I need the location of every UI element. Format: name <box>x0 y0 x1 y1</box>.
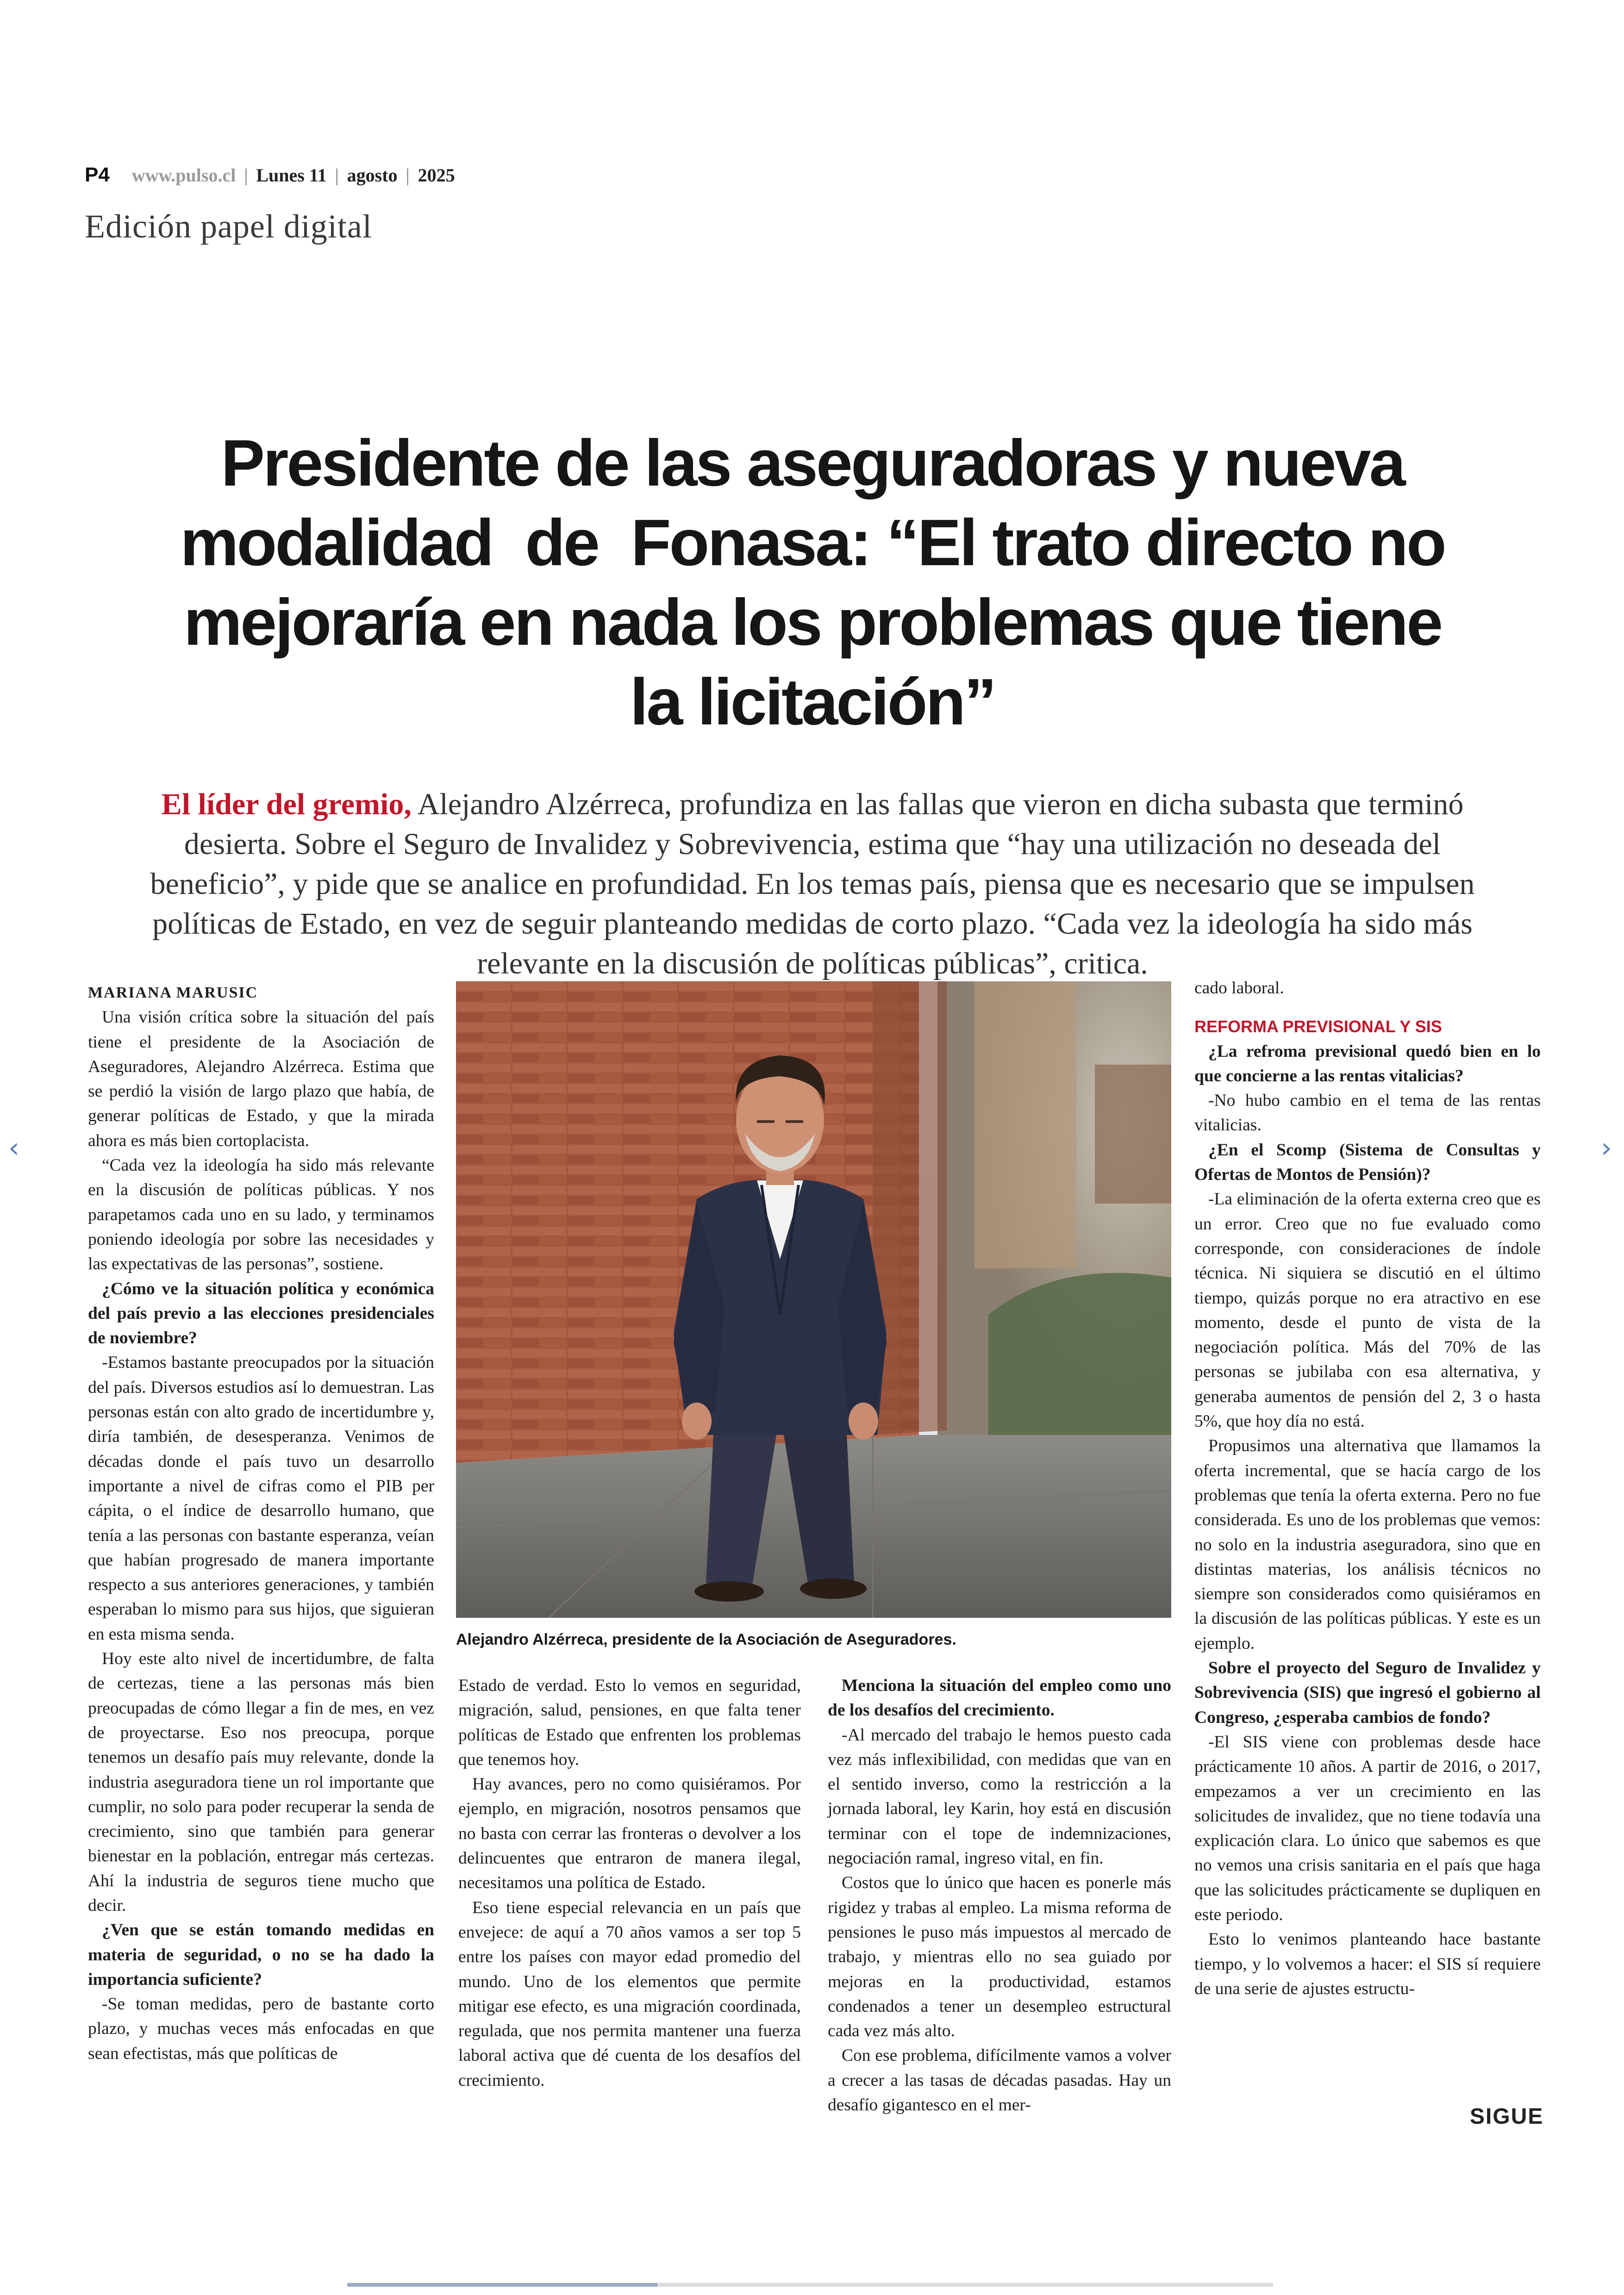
separator: | <box>406 164 410 186</box>
paragraph: “Cada vez la ideología ha sido más relevante en la discusión de políticas públicas. Y nos parapetamos cada uno en su lado, y terminamos poniendo ideología por sobre las necesidades y las expectativas de las personas”, sostiene. <box>88 1156 434 1274</box>
photo-caption: Alejandro Alzérreca, presidente de la Asociación de Aseguradores. <box>456 1631 956 1648</box>
interview-question: ¿Cómo ve la situación política y económica del país previo a las elecciones presidenciales de noviembre? <box>88 1279 434 1348</box>
column-2 <box>458 1673 801 2093</box>
paragraph: -Estamos bastante preocupados por la situación del país. Diversos estudios así lo demuestran. Las personas están con alto grado de incertidumbre y, diría también, de desesperanza. Venimos de décadas donde el país tuvo un desarrollo importante a nivel de cifras como el PIB per cápita, o el índice de desarrollo humano, que tenía a las personas con bastante esperanza, veían que habían progresado de manera importante respecto a sus anteriores generaciones, y también esperaban lo mismo para sus hijos, que siguieran en esta misma senda. <box>88 1353 434 1644</box>
prev-page-icon[interactable]: ‹ <box>8 1132 19 1164</box>
paragraph: -Se toman medidas, pero de bastante corto plazo, y muchas veces más enfocadas en que sean efectistas, más que políticas de <box>88 1995 434 2063</box>
column-4 <box>1194 976 1541 2001</box>
page-number: P4 <box>85 163 110 186</box>
next-page-icon[interactable]: › <box>1601 1132 1612 1164</box>
paragraph: -Al mercado del trabajo le hemos puesto cada vez más inflexibilidad, con medidas que van en el sentido inverso, como la restricción a la jornada laboral, ley Karin, hoy está en discusión terminar con el tope de indemnizaciones, negociación ramal, ingreso vital, en fin. <box>828 1725 1171 1868</box>
lead-text: Alejandro Alzérreca, profundiza en las fallas que vieron en dicha subasta que terminó desierta. Sobre el Seguro de Invalidez y Sobrevivencia, estima que “hay una utilización no deseada del beneficio”, y pide que se analice en profundidad. En los temas país, piensa que es necesario que se impulsen políticas de Estado, en vez de seguir planteando medidas de corto plazo. “Cada vez la ideología ha sido más relevante en la discusión de políticas públicas”, critica. <box>150 787 1475 980</box>
interview-question: Menciona la situación del empleo como uno de los desafíos del crecimiento. <box>828 1676 1171 1720</box>
page-header <box>85 161 455 189</box>
article-photo <box>456 981 1171 1618</box>
article-lead <box>116 785 1509 984</box>
separator: | <box>244 164 248 186</box>
paragraph: Con ese problema, difícilmente vamos a volver a crecer a las tasas de décadas pasadas. Hay un desafío gigantesco en el mer- <box>828 2046 1171 2115</box>
paragraph: Estado de verdad. Esto lo vemos en seguridad, migración, salud, pensiones, en que falta tener políticas de Estado que enfrenten los problemas que tenemos hoy. <box>458 1676 801 1769</box>
paragraph: Costos que lo único que hacen es ponerle más rigidez y trabas al empleo. La misma reforma de pensiones le puso más impuestos al mercado de trabajo, y mientras ello no sea guiado por mejoras en la productividad, estamos condenados a tener un desempleo estructural cada vez más alto. <box>828 1873 1171 2041</box>
paragraph: Eso tiene especial relevancia en un país que envejece: de aquí a 70 años vamos a ser top 5 entre los países con mayor edad promedio del mundo. Uno de los elementos que permite mitigar ese efecto, es una migración coordinada, regulada, que nos permita mantener una fuerza laboral activa que dé cuenta de los desafíos del crecimiento. <box>458 1898 801 2090</box>
section-heading: REFORMA PREVISIONAL Y SIS <box>1194 1017 1442 1036</box>
title-line: la licitación” <box>630 665 995 739</box>
interview-question: ¿Ven que se están tomando medidas en materia de seguridad, o no se ha dado la importancia suficiente? <box>88 1921 434 1989</box>
lead-highlight: El líder del gremio, <box>161 787 412 821</box>
separator: | <box>335 164 339 186</box>
interview-question: ¿En el Scomp (Sistema de Consultas y Ofertas de Montos de Pensión)? <box>1194 1140 1541 1185</box>
column-1 <box>88 980 434 2066</box>
date-month: agosto <box>347 164 398 186</box>
paragraph: cado laboral. <box>1194 979 1284 998</box>
continue-label[interactable]: SIGUE <box>1470 2104 1544 2129</box>
paragraph: -La eliminación de la oferta externa creo que es un error. Creo que no fue evaluado como corresponde, con consideraciones de índole técnica. Ni siquiera se discutió en el último tiempo, quizás porque no era atractivo en ese momento, desde el punto de vista de la negociación política. Más del 70% de las personas se jubilaba con esa alternativa, y generaba aumentos de pensión del 2, 3 o hasta 5%, que hoy día no está. <box>1194 1190 1541 1431</box>
author-byline: MARIANA MARUSIC <box>88 984 258 1001</box>
paragraph: -El SIS viene con problemas desde hace prácticamente 10 años. A partir de 2016, o 2017, empezamos a ver un crecimiento en las solicitudes de invalidez, que no tiene todavía una explicación clara. Lo único que sabemos es que no vemos una crisis sanitaria en el país que haga que las solicitudes prácticamente se dupliquen en este periodo. <box>1194 1732 1541 1924</box>
site-url[interactable]: www.pulso.cl <box>131 164 236 186</box>
date-year: 2025 <box>418 164 455 186</box>
paragraph: -No hubo cambio en el tema de las rentas vitalicias. <box>1194 1091 1541 1135</box>
paragraph: Una visión crítica sobre la situación del país tiene el presidente de la Asociación de Aseguradores, Alejandro Alzérreca. Estima que se perdió la visión de largo plazo que había, de generar políticas de Estado, y que la mirada ahora es más bien cortoplacista. <box>88 1008 434 1150</box>
paragraph: Propusimos una alternativa que llamamos la oferta incremental, que se hacía cargo de los problemas que tenía la oferta externa. Pero no fue considerada. Es uno de los problemas que vemos: no solo en la industria aseguradora, sino que en distintas materias, los análisis técnicos no siempre son considerados como quisiéramos en la discusión de las políticas públicas. Y este es un ejemplo. <box>1194 1436 1541 1653</box>
scrollbar-thumb[interactable] <box>347 2283 657 2287</box>
paragraph: Esto lo venimos planteando hace bastante tiempo, y lo volvemos a hacer: el SIS sí requiere de una serie de ajustes estructu- <box>1194 1930 1541 1998</box>
interview-question: Sobre el proyecto del Seguro de Invalidez y Sobrevivencia (SIS) que ingresó el gobierno al Congreso, ¿esperaba cambios de fondo? <box>1194 1659 1541 1727</box>
interview-question: ¿La refroma previsional quedó bien en lo que concierne a las rentas vitalicias? <box>1194 1041 1541 1085</box>
column-3 <box>828 1673 1171 2117</box>
paragraph: Hay avances, pero no como quisiéramos. Por ejemplo, en migración, nosotros pensamos que no basta con cerrar las fronteras o devolver a los delincuentes que entraron de manera ilegal, necesitamos una política de Estado. <box>458 1775 801 1893</box>
title-line: modalidad de Fonasa: “El trato directo no <box>180 506 1445 580</box>
paragraph: Hoy este alto nivel de incertidumbre, de falta de certezas, tiene a las personas más bien preocupadas de cómo llegar a fin de mes, en vez de proyectarse. Eso nos preocupa, porque tenemos un desafío país muy relevante, donde la industria aseguradora tiene un rol importante que cumplir, no solo para poder recuperar la senda de crecimiento, sino que también para generar bienestar en la población, entregar más certezas. Ahí la industria de seguros tiene mucho que decir. <box>88 1649 434 1915</box>
title-line: Presidente de las aseguradoras y nueva <box>221 426 1404 500</box>
edition-label: Edición papel digital <box>85 208 372 245</box>
article-title <box>106 424 1518 742</box>
title-line: mejoraría en nada los problemas que tiene <box>183 586 1442 659</box>
date-day: Lunes 11 <box>256 164 327 186</box>
